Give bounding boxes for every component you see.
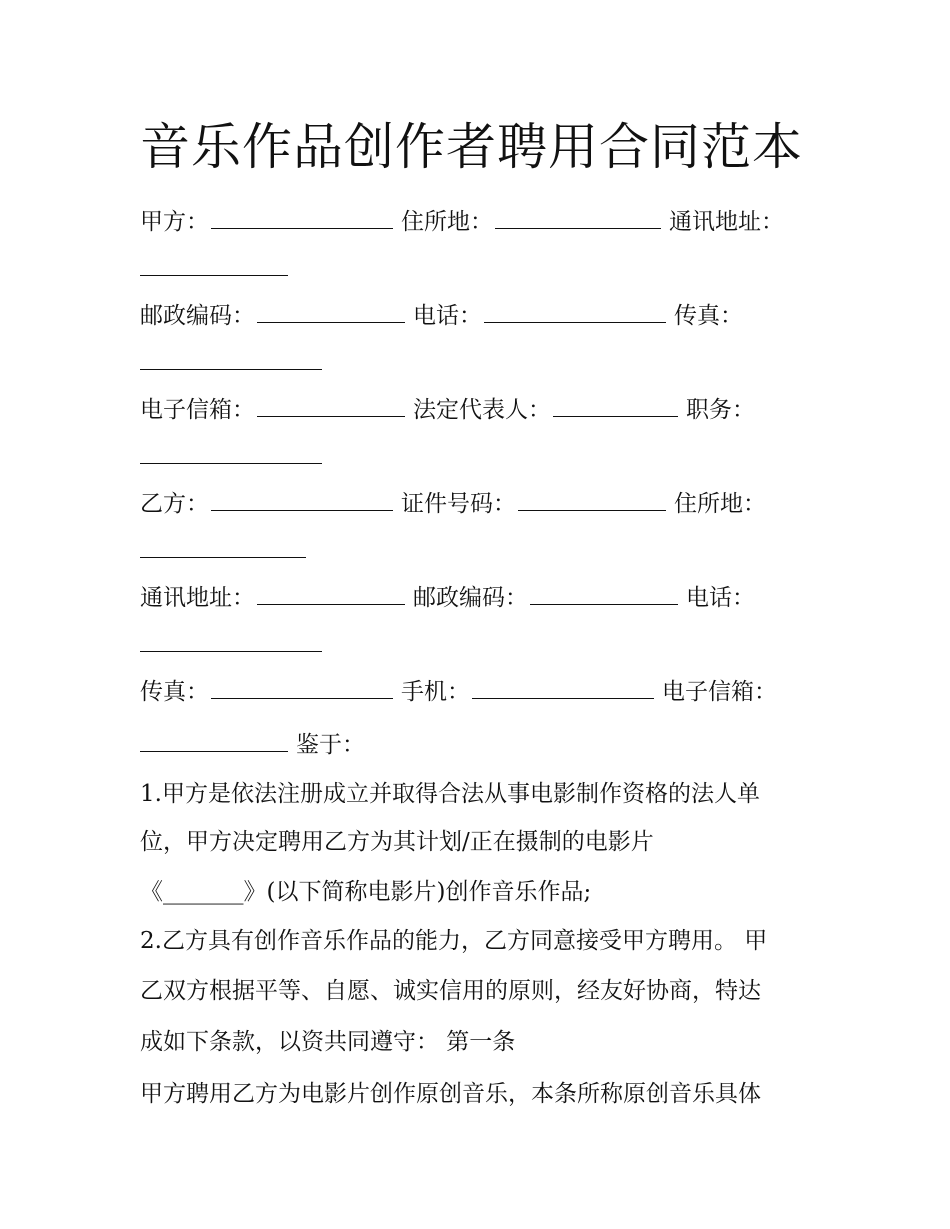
party-b-mobile-blank: [472, 697, 654, 699]
party-b-name-blank: [211, 509, 393, 511]
party-a-phone-blank: [484, 321, 666, 323]
party-b-email-label: 电子信箱：: [662, 679, 777, 705]
body-line: 2.乙方具有创作音乐作品的能力，乙方同意接受甲方聘用。 甲: [140, 928, 768, 954]
party-b-row-2-cont: [140, 629, 830, 661]
party-a-name-label: 甲方：: [140, 209, 209, 235]
party-a-legal-rep-blank: [553, 415, 678, 417]
party-a-position-blank: [140, 462, 322, 464]
whereas-label: 鉴于：: [296, 732, 365, 758]
document-title: 音乐作品创作者聘用合同范本: [140, 118, 803, 176]
party-b-residence-label: 住所地：: [674, 491, 766, 517]
party-a-postcode-blank: [257, 321, 405, 323]
party-b-row-3-cont: [140, 729, 830, 761]
body-line: 甲方聘用乙方为电影片创作原创音乐，本条所称原创音乐具体: [140, 1081, 761, 1107]
party-b-id-number-blank: [518, 509, 666, 511]
party-b-row-1: [140, 488, 830, 520]
party-a-email-blank: [257, 415, 405, 417]
party-b-postcode-blank: [530, 603, 678, 605]
party-a-legal-rep-label: 法定代表人：: [413, 397, 551, 423]
party-a-row-1-cont: [140, 253, 830, 285]
party-b-fax-blank: [211, 697, 393, 699]
party-b-fax-label: 传真：: [140, 679, 209, 705]
party-b-phone-blank: [140, 650, 322, 652]
party-b-row-2: [140, 582, 830, 614]
party-a-phone-label: 电话：: [413, 303, 482, 329]
party-b-mobile-label: 手机：: [401, 679, 470, 705]
party-b-row-3: [140, 676, 830, 708]
party-b-mail-address-blank: [257, 603, 405, 605]
party-b-id-number-label: 证件号码：: [401, 491, 516, 517]
party-a-row-1: [140, 206, 830, 238]
party-a-residence-blank: [495, 227, 661, 229]
party-b-mail-address-label: 通讯地址：: [140, 585, 255, 611]
party-b-name-label: 乙方：: [140, 491, 209, 517]
body-line: 乙双方根据平等、自愿、诚实信用的原则，经友好协商，特达: [140, 978, 761, 1004]
party-b-postcode-label: 邮政编码：: [413, 585, 528, 611]
party-a-row-3: [140, 394, 830, 426]
party-b-phone-label: 电话：: [686, 585, 755, 611]
body-line: 位，甲方决定聘用乙方为其计划/正在摄制的电影片: [140, 829, 654, 855]
party-a-fax-blank: [140, 368, 322, 370]
party-a-position-label: 职务：: [686, 397, 755, 423]
party-a-residence-label: 住所地：: [401, 209, 493, 235]
party-b-row-1-cont: [140, 535, 830, 567]
party-b-residence-blank: [140, 556, 306, 558]
party-a-postcode-label: 邮政编码：: [140, 303, 255, 329]
party-a-mail-address-label: 通讯地址：: [669, 209, 784, 235]
party-a-row-2-cont: [140, 347, 830, 379]
body-line: 成如下条款，以资共同遵守： 第一条: [140, 1029, 516, 1055]
party-b-email-blank: [140, 750, 288, 752]
body-line: 《_______》(以下简称电影片)创作音乐作品;: [140, 879, 592, 905]
party-a-fax-label: 传真：: [674, 303, 743, 329]
party-a-row-2: [140, 300, 830, 332]
body-line: 1.甲方是依法注册成立并取得合法从事电影制作资格的法人单: [140, 781, 760, 807]
party-a-name-blank: [211, 227, 393, 229]
party-a-mail-address-blank: [140, 274, 288, 276]
party-a-email-label: 电子信箱：: [140, 397, 255, 423]
party-a-row-3-cont: [140, 441, 830, 473]
